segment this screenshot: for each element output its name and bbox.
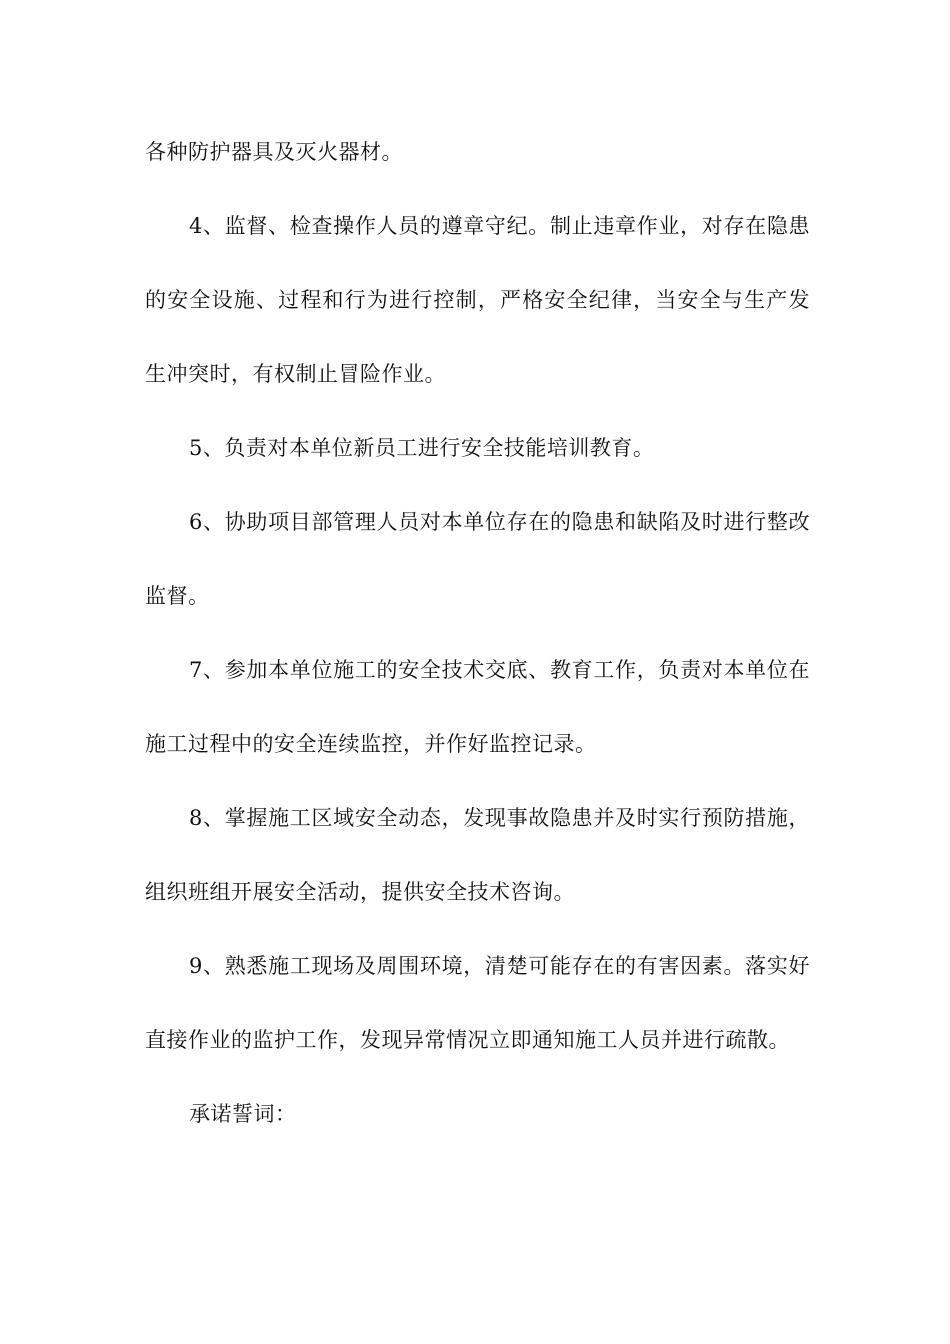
- paragraph-item-4: 4、监督、检查操作人员的遵章守纪。制止违章作业，对存在隐患的安全设施、过程和行为进行控制，严格安全纪律，当安全与生产发生冲突时，有权制止冒险作业。: [145, 214, 810, 386]
- paragraph-item-9: 9、熟悉施工现场及周围环境，清楚可能存在的有害因素。落实好直接作业的监护工作，发现异常情况立即通知施工人员并进行疏散。: [145, 954, 810, 1052]
- document-body: [145, 115, 810, 1151]
- paragraph-item-5: 5、负责对本单位新员工进行安全技能培训教育。: [189, 436, 655, 460]
- paragraph-item-6: 6、协助项目部管理人员对本单位存在的隐患和缺陷及时进行整改监督。: [145, 510, 810, 608]
- paragraph-item-7: 7、参加本单位施工的安全技术交底、教育工作，负责对本单位在施工过程中的安全连续监控，并作好监控记录。: [145, 658, 810, 756]
- paragraph-continuation: 各种防护器具及灭火器材。: [145, 140, 403, 164]
- paragraph-item-8: 8、掌握施工区域安全动态，发现事故隐患并及时实行预防措施，组织班组开展安全活动，提供安全技术咨询。: [145, 806, 810, 904]
- pledge-heading: 承诺誓词：: [189, 1102, 297, 1126]
